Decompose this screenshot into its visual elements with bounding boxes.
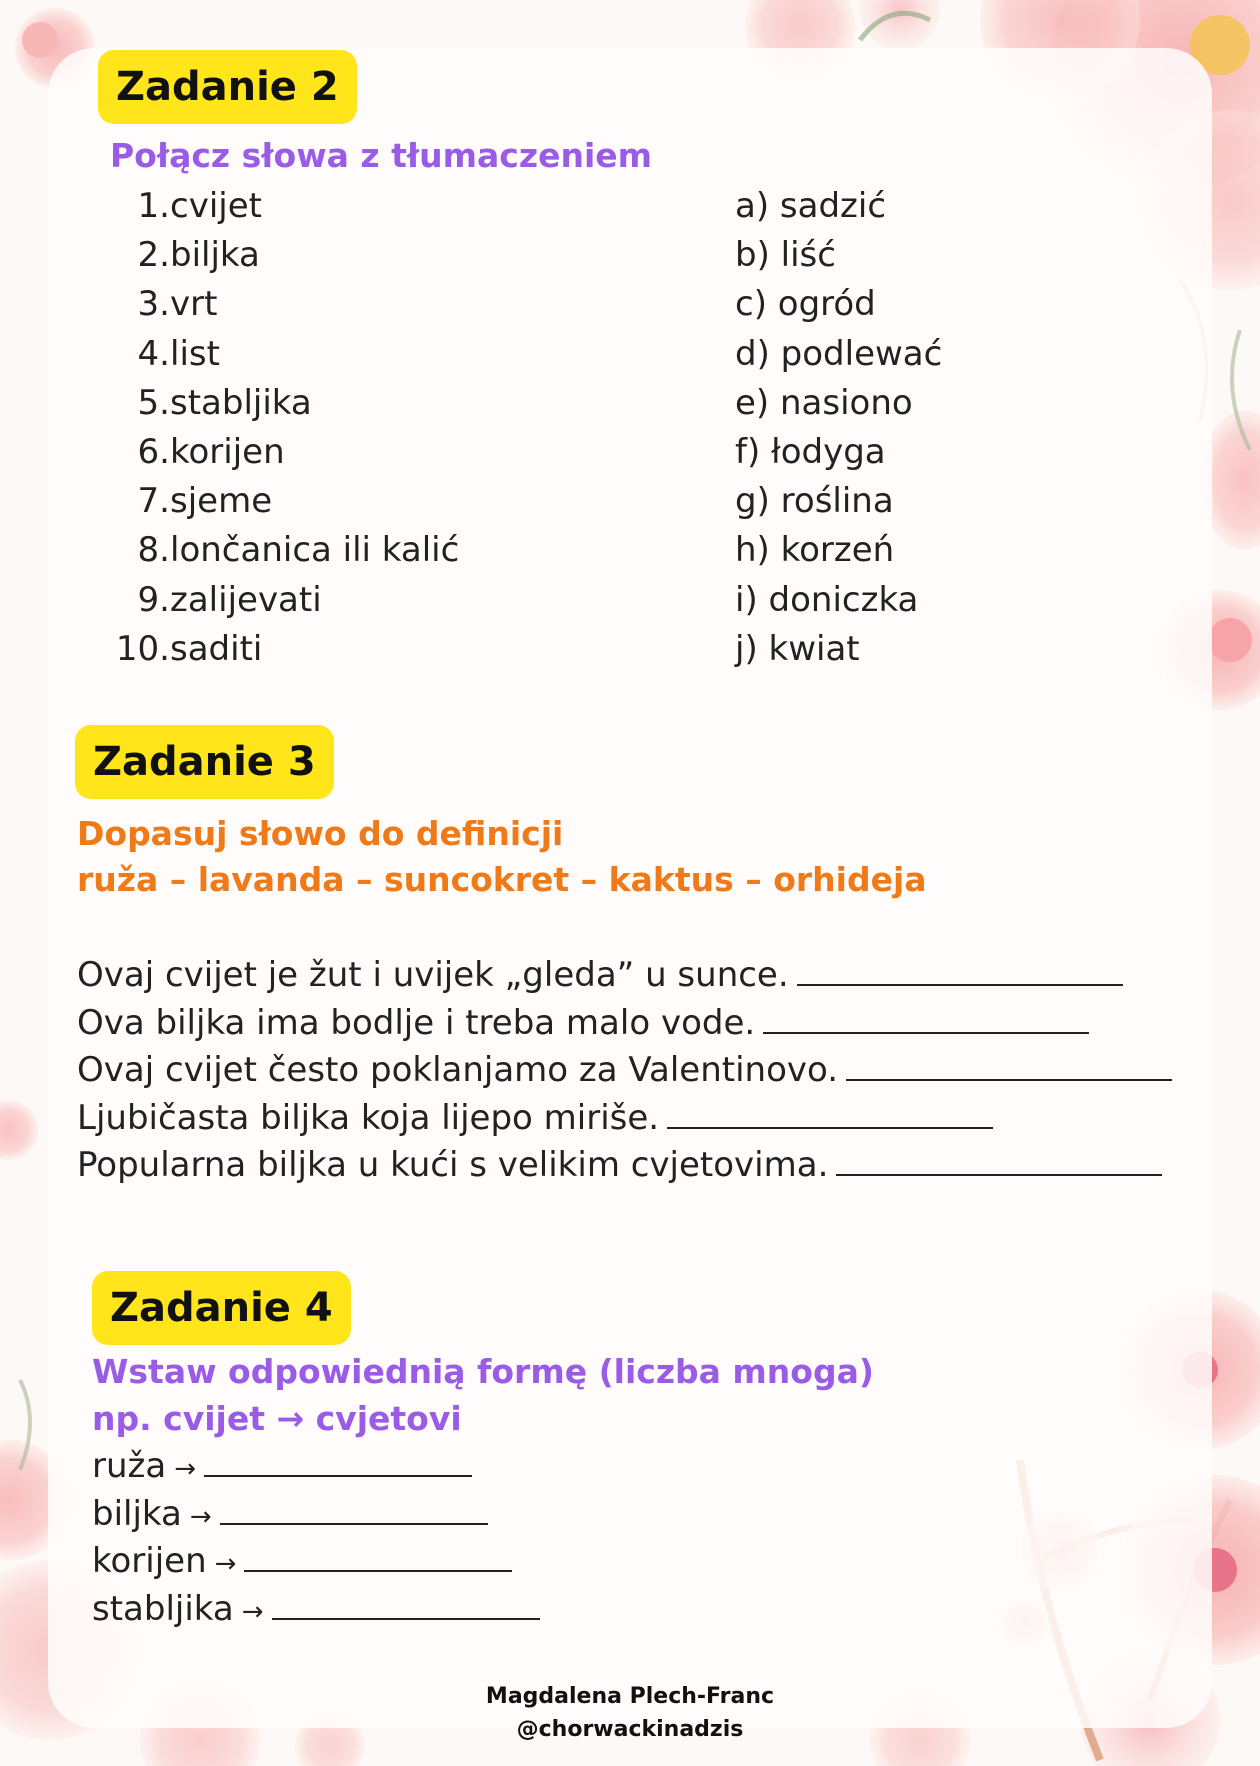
- answer-blank[interactable]: [220, 1495, 488, 1525]
- list-item: 8. lončanica ili kalić: [137, 530, 460, 571]
- answer-blank[interactable]: [846, 1051, 1172, 1081]
- list-item: 1. cvijet: [137, 186, 262, 226]
- list-item: d) podlewać: [735, 333, 943, 374]
- list-item: 7. sjeme: [137, 481, 273, 522]
- list-item: 2. biljka: [137, 235, 260, 276]
- answer-blank[interactable]: [667, 1099, 993, 1129]
- list-item: 4. list: [137, 333, 220, 374]
- list-item: j) kwiat: [735, 628, 860, 669]
- list-item: b) liść: [735, 235, 836, 276]
- list-item: biljka →: [92, 1491, 540, 1539]
- footer-handle: @chorwackinadzis: [516, 1717, 744, 1742]
- list-item: stabljika →: [92, 1586, 540, 1634]
- answer-blank[interactable]: [797, 956, 1123, 986]
- arrow-right-icon: →: [214, 1549, 237, 1580]
- task2-badge: Zadanie 2: [98, 50, 357, 124]
- answer-blank[interactable]: [204, 1447, 472, 1477]
- list-item: h) korzeń: [735, 530, 895, 571]
- list-item: korijen →: [92, 1538, 540, 1586]
- list-item: 5. stabljika: [137, 382, 312, 423]
- task3-sentence-list: [77, 952, 1172, 1190]
- task4-list: [92, 1443, 540, 1634]
- list-item: a) sadzić: [735, 186, 887, 226]
- list-item: Ovaj cvijet često poklanjamo za Valentinovo.: [77, 1047, 1172, 1095]
- task4-badge: Zadanie 4: [92, 1271, 351, 1345]
- list-item: g) roślina: [735, 481, 894, 522]
- task4-instruction: Wstaw odpowiednią formę (liczba mnoga): [92, 1352, 874, 1391]
- arrow-right-icon: →: [241, 1597, 264, 1628]
- arrow-right-icon: →: [174, 1454, 197, 1484]
- list-item: Popularna biljka u kući s velikim cvjetovima.: [77, 1142, 1172, 1190]
- answer-blank[interactable]: [272, 1590, 540, 1620]
- list-item: 6. korijen: [137, 431, 285, 472]
- list-item: f) łodyga: [735, 431, 886, 472]
- list-item: e) nasiono: [735, 382, 913, 423]
- task2-right-list: [735, 182, 942, 674]
- answer-blank[interactable]: [763, 1004, 1089, 1034]
- list-item: Ljubičasta biljka koja lijepo miriše.: [77, 1095, 1172, 1143]
- answer-blank[interactable]: [244, 1542, 512, 1572]
- list-item: ruža →: [92, 1443, 540, 1491]
- task3-badge: Zadanie 3: [75, 725, 334, 799]
- answer-blank[interactable]: [836, 1146, 1162, 1176]
- arrow-right-icon: →: [189, 1501, 212, 1532]
- list-item: 10. saditi: [115, 628, 263, 669]
- footer-author: Magdalena Plech-Franc: [485, 1684, 775, 1709]
- list-item: Ova biljka ima bodlje i treba malo vode.: [77, 1000, 1172, 1048]
- task2-left-list: [100, 182, 459, 674]
- list-item: Ovaj cvijet je žut i uvijek „gleda” u sunce.: [77, 952, 1172, 1000]
- task2-instruction: Połącz słowa z tłumaczeniem: [110, 136, 653, 175]
- task4-example: np. cvijet → cvjetovi: [92, 1399, 462, 1438]
- list-item: 3. vrt: [137, 284, 218, 325]
- task3-instruction: Dopasuj słowo do definicji: [77, 814, 564, 853]
- list-item: i) doniczka: [735, 579, 919, 620]
- list-item: c) ogród: [735, 284, 876, 325]
- list-item: 9. zalijevati: [137, 579, 322, 620]
- task3-word-bank: ruža – lavanda – suncokret – kaktus – orhideja: [77, 860, 927, 899]
